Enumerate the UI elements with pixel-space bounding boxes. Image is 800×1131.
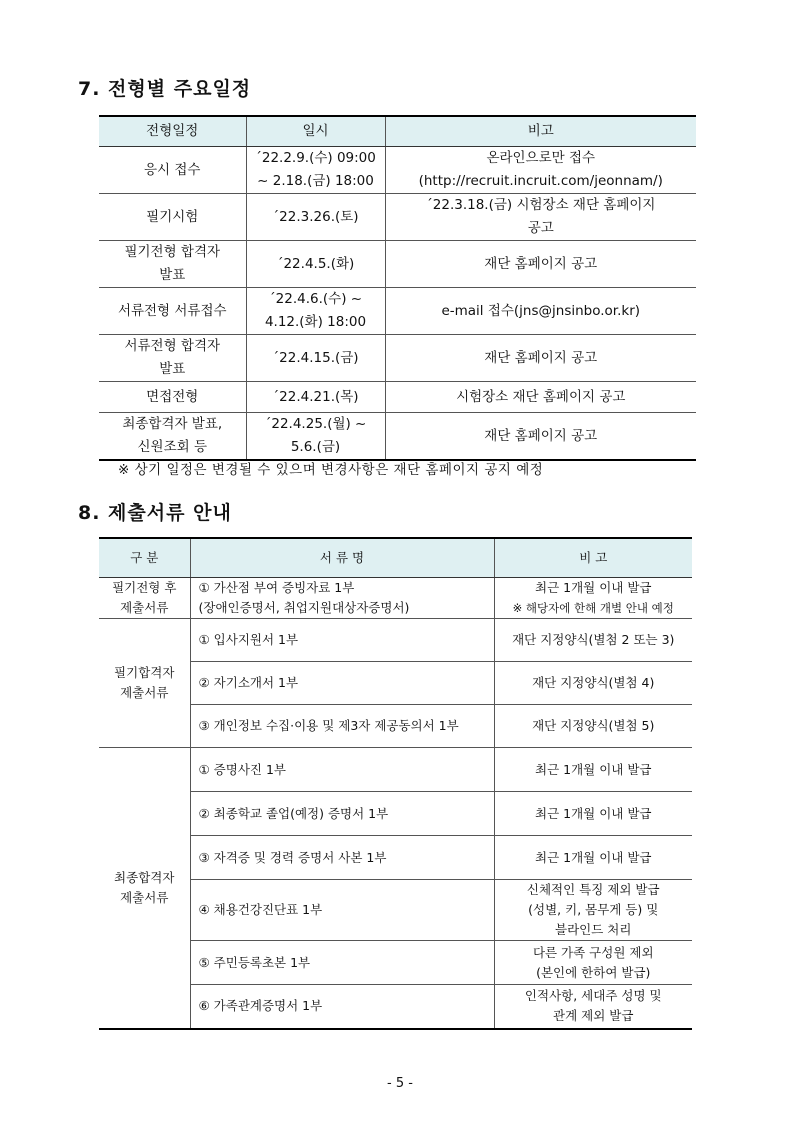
document-remark-cell (494, 578, 692, 619)
cell-line: 필기전형 후 (112, 580, 177, 595)
cell-line: ③ 자격증 및 경력 증명서 사본 1부 (198, 849, 387, 865)
schedule-date-cell (246, 288, 385, 335)
cell-line: 재단 홈페이지 공고 (484, 427, 598, 444)
cell-line: 면접전형 (146, 388, 199, 405)
cell-line: 제출서류 (120, 889, 169, 905)
document-remark-cell (494, 880, 692, 941)
schedule-stage-cell (99, 194, 246, 241)
header-remark: 비 고 (494, 538, 692, 578)
cell-line: ③ 개인정보 수집·이용 및 제3자 제공동의서 1부 (198, 718, 459, 733)
document-name-cell (190, 792, 494, 836)
cell-line: ´22.3.18.(금) 시험장소 재단 홈페이지 (426, 197, 656, 213)
schedule-row (99, 413, 696, 461)
document-name-cell (190, 836, 494, 880)
document-remark-cell (494, 748, 692, 792)
document-name-cell (190, 705, 494, 748)
cell-line: 최근 1개월 이내 발급 (535, 805, 652, 821)
cell-line: 서류전형 서류접수 (117, 302, 227, 319)
cell-line: 온라인으로만 접수 (486, 150, 596, 166)
cell-line: e-mail 접수(jns@jnsinbo.or.kr) (441, 302, 641, 319)
cell-line: ⑤ 주민등록초본 1부 (198, 954, 311, 970)
schedule-table (99, 115, 696, 461)
document-row (99, 619, 692, 662)
document-remark-cell (494, 985, 692, 1029)
cell-line: 발표 (159, 361, 186, 377)
schedule-note-cell (385, 241, 696, 288)
schedule-row (99, 147, 696, 194)
schedule-note-cell (385, 147, 696, 194)
cell-line: ´22.4.21.(목) (272, 388, 359, 405)
schedule-stage-cell (99, 413, 246, 461)
header-note: 비고 (385, 116, 696, 147)
cell-line: 블라인드 처리 (555, 922, 632, 937)
cell-line: ´22.3.26.(토) (272, 208, 359, 225)
document-row (99, 578, 692, 619)
cell-line: ① 입사지원서 1부 (198, 632, 299, 647)
schedule-header-row (99, 116, 696, 147)
schedule-note-cell (385, 382, 696, 413)
cell-line: (성별, 키, 몸무게 등) 및 (528, 902, 659, 917)
document-category-cell (99, 748, 190, 1029)
documents-header-row (99, 538, 692, 578)
schedule-stage-cell (99, 241, 246, 288)
schedule-date-cell (246, 194, 385, 241)
document-name-cell (190, 748, 494, 792)
document-name-cell (190, 619, 494, 662)
cell-line: 발표 (159, 267, 186, 283)
schedule-date-cell (246, 147, 385, 194)
section-7-title: 7. 전형별 주요일정 (78, 78, 252, 100)
schedule-note-cell (385, 194, 696, 241)
schedule-date-cell (246, 413, 385, 461)
cell-line: (본인에 한하여 발급) (536, 964, 651, 980)
document-remark-cell (494, 619, 692, 662)
cell-line: 필기시험 (146, 208, 199, 225)
cell-line: ⑥ 가족관계증명서 1부 (198, 998, 323, 1014)
cell-line: ④ 채용건강진단표 1부 (198, 902, 323, 917)
documents-table (99, 537, 692, 1030)
header-document: 서 류 명 (190, 538, 494, 578)
cell-line: ※ 해당자에 한해 개별 안내 예정 (512, 601, 674, 615)
document-name-cell (190, 941, 494, 985)
document-name-cell (190, 578, 494, 619)
cell-line: 신체적인 특징 제외 발급 (526, 882, 660, 897)
schedule-row (99, 335, 696, 382)
schedule-date-cell (246, 335, 385, 382)
cell-line: ´22.4.5.(화) (276, 255, 355, 272)
document-row (99, 748, 692, 792)
cell-line: 제출서류 (120, 600, 169, 615)
cell-line: ~ 2.18.(금) 18:00 (257, 173, 374, 189)
cell-line: 재단 지정양식(별첨 2 또는 3) (512, 632, 675, 647)
cell-line: 응시 접수 (144, 161, 201, 178)
document-remark-cell (494, 792, 692, 836)
schedule-date-cell (246, 241, 385, 288)
cell-line: 인적사항, 세대주 성명 및 (524, 988, 662, 1004)
cell-line: (http://recruit.incruit.com/jeonnam/) (418, 173, 663, 189)
schedule-row (99, 194, 696, 241)
cell-line: 시험장소 재단 홈페이지 공고 (456, 388, 626, 405)
cell-line: 최근 1개월 이내 발급 (535, 849, 652, 865)
schedule-footnote: ※ 상기 일정은 변경될 수 있으며 변경사항은 재단 홈페이지 공지 예정 (118, 462, 544, 478)
schedule-row (99, 241, 696, 288)
cell-line: 5.6.(금) (290, 439, 341, 455)
schedule-row (99, 288, 696, 335)
cell-line: ① 가산점 부여 증빙자료 1부 (198, 580, 355, 595)
schedule-note-cell (385, 288, 696, 335)
section-8-title: 8. 제출서류 안내 (78, 502, 232, 524)
schedule-stage-cell (99, 288, 246, 335)
schedule-stage-cell (99, 147, 246, 194)
cell-line: 재단 홈페이지 공고 (484, 255, 598, 272)
cell-line: ② 자기소개서 1부 (198, 675, 299, 690)
cell-line: 제출서류 (120, 685, 169, 700)
cell-line: ´22.2.9.(수) 09:00 (255, 150, 376, 166)
document-remark-cell (494, 836, 692, 880)
schedule-date-cell (246, 382, 385, 413)
document-name-cell (190, 880, 494, 941)
cell-line: 재단 지정양식(별첨 5) (532, 718, 655, 733)
schedule-note-cell (385, 335, 696, 382)
cell-line: 신원조회 등 (137, 439, 207, 455)
schedule-note-cell (385, 413, 696, 461)
cell-line: 최종합격자 발표, (122, 416, 223, 432)
document-remark-cell (494, 705, 692, 748)
document-category-cell (99, 578, 190, 619)
cell-line: (장애인증명서, 취업지원대상자증명서) (198, 600, 410, 615)
document-remark-cell (494, 662, 692, 705)
cell-line: 재단 홈페이지 공고 (484, 349, 598, 366)
header-category: 구 분 (99, 538, 190, 578)
cell-line: 4.12.(화) 18:00 (264, 314, 367, 330)
cell-line: ① 증명사진 1부 (198, 761, 286, 777)
header-date: 일시 (246, 116, 385, 147)
header-stage: 전형일정 (99, 116, 246, 147)
page-number: - 5 - (387, 1076, 413, 1091)
cell-line: ② 최종학교 졸업(예정) 증명서 1부 (198, 805, 389, 821)
document-remark-cell (494, 941, 692, 985)
schedule-stage-cell (99, 382, 246, 413)
schedule-stage-cell (99, 335, 246, 382)
cell-line: ´22.4.15.(금) (272, 349, 359, 366)
cell-line: 최근 1개월 이내 발급 (535, 580, 652, 595)
cell-line: ´22.4.25.(월) ~ (264, 416, 367, 432)
document-name-cell (190, 985, 494, 1029)
cell-line: 최근 1개월 이내 발급 (535, 761, 652, 777)
cell-line: 관계 제외 발급 (553, 1008, 634, 1024)
cell-line: 최종합격자 (114, 869, 175, 885)
cell-line: ´22.4.6.(수) ~ (268, 291, 363, 307)
cell-line: 공고 (527, 220, 554, 236)
cell-line: 서류전형 합격자 (124, 338, 221, 354)
cell-line: 필기전형 합격자 (124, 244, 221, 260)
cell-line: 재단 지정양식(별첨 4) (532, 675, 655, 690)
cell-line: 다른 가족 구성원 제외 (532, 944, 654, 960)
document-category-cell (99, 619, 190, 748)
cell-line: 필기합격자 (114, 665, 175, 680)
schedule-row (99, 382, 696, 413)
document-name-cell (190, 662, 494, 705)
